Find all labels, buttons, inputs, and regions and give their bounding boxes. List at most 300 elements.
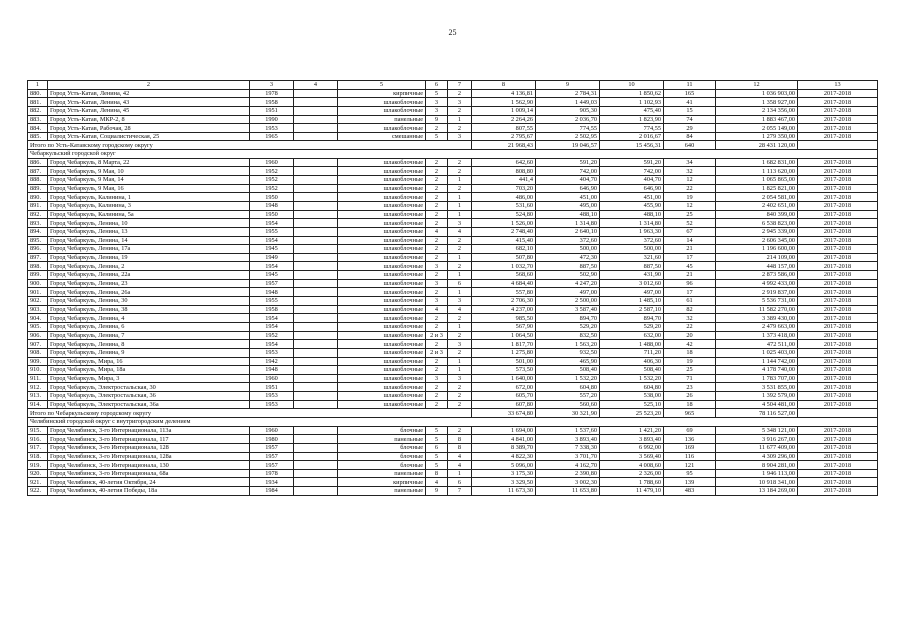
cell-repair-period: 2017-2018 <box>798 288 878 297</box>
cell-repair-period: 2017-2018 <box>798 452 878 461</box>
cell-repair-cost: 13 184 269,00 <box>716 487 798 496</box>
section-header-row <box>28 417 878 426</box>
column-number-3: 3 <box>250 81 294 90</box>
cell-wall-material: блочные <box>338 461 426 470</box>
table-row <box>28 262 878 271</box>
subtotal-residents: 640 <box>664 141 716 150</box>
cell-entrances: 2 <box>448 167 472 176</box>
cell-total-area: 1 275,80 <box>472 348 536 357</box>
cell-floors: 2 <box>426 158 448 167</box>
cell-row-number: 896. <box>28 245 48 254</box>
cell-entrances: 2 <box>448 392 472 401</box>
cell-address: Город Чебаркуль, Ленина, 30 <box>48 297 250 306</box>
cell-floors: 9 <box>426 115 448 124</box>
cell-year-commissioned <box>294 383 338 392</box>
cell-repair-period: 2017-2018 <box>798 478 878 487</box>
cell-total-area: 5 096,00 <box>472 461 536 470</box>
cell-entrances: 3 <box>448 132 472 141</box>
subtotal-total-area: 33 674,80 <box>472 409 536 418</box>
cell-wall-material: шлакоблочные <box>338 106 426 115</box>
cell-total-area: 1 817,70 <box>472 340 536 349</box>
cell-living-area: 2 390,80 <box>536 469 600 478</box>
table-row <box>28 253 878 262</box>
cell-repair-period: 2017-2018 <box>798 124 878 133</box>
table-row <box>28 201 878 210</box>
cell-residents: 139 <box>664 478 716 487</box>
cell-total-area: 605,70 <box>472 392 536 401</box>
cell-year-built: 1965 <box>250 132 294 141</box>
cell-repair-period: 2017-2018 <box>798 374 878 383</box>
cell-year-commissioned <box>294 245 338 254</box>
cell-address: Город Чебаркуль, Электростальская, 30 <box>48 383 250 392</box>
cell-row-number: 892. <box>28 210 48 219</box>
cell-residential-area: 632,00 <box>600 331 664 340</box>
cell-living-area: 502,90 <box>536 271 600 280</box>
cell-year-built: 1990 <box>250 115 294 124</box>
cell-year-built: 1980 <box>250 435 294 444</box>
cell-wall-material: шлакоблочные <box>338 158 426 167</box>
cell-living-area: 2 502,95 <box>536 132 600 141</box>
cell-repair-period: 2017-2018 <box>798 383 878 392</box>
cell-entrances: 1 <box>448 210 472 219</box>
cell-year-built: 1953 <box>250 400 294 409</box>
cell-floors: 4 <box>426 227 448 236</box>
cell-residents: 34 <box>664 158 716 167</box>
cell-residents: 96 <box>664 279 716 288</box>
cell-address: Город Усть-Катав, Ленина, 43 <box>48 98 250 107</box>
cell-year-commissioned <box>294 366 338 375</box>
cell-total-area: 4 822,30 <box>472 452 536 461</box>
cell-entrances: 2 <box>448 348 472 357</box>
cell-residents: 17 <box>664 288 716 297</box>
cell-year-built: 1955 <box>250 297 294 306</box>
cell-address: Город Чебаркуль, Ленина, 38 <box>48 305 250 314</box>
cell-year-built: 1953 <box>250 124 294 133</box>
cell-total-area: 985,50 <box>472 314 536 323</box>
table-row <box>28 184 878 193</box>
subtotal-living-area: 30 321,90 <box>536 409 600 418</box>
cell-year-built: 1954 <box>250 314 294 323</box>
cell-total-area: 672,00 <box>472 383 536 392</box>
cell-year-built: 1948 <box>250 201 294 210</box>
cell-residential-area: 1 850,62 <box>600 89 664 98</box>
cell-year-built: 1950 <box>250 193 294 202</box>
cell-year-commissioned <box>294 487 338 496</box>
cell-year-built: 1957 <box>250 279 294 288</box>
cell-total-area: 501,00 <box>472 357 536 366</box>
cell-address: Город Чебаркуль, Калинина, 5а <box>48 210 250 219</box>
cell-repair-cost: 1 946 113,00 <box>716 469 798 478</box>
cell-residents: 82 <box>664 305 716 314</box>
cell-wall-material: шлакоблочные <box>338 201 426 210</box>
cell-total-area: 4 237,00 <box>472 305 536 314</box>
cell-floors: 5 <box>426 132 448 141</box>
cell-living-area: 11 653,80 <box>536 487 600 496</box>
cell-residents: 32 <box>664 167 716 176</box>
cell-repair-period: 2017-2018 <box>798 236 878 245</box>
cell-total-area: 486,00 <box>472 193 536 202</box>
table-row <box>28 322 878 331</box>
cell-total-area: 607,80 <box>472 400 536 409</box>
table-row <box>28 392 878 401</box>
cell-total-area: 524,80 <box>472 210 536 219</box>
cell-residential-area: 1 102,93 <box>600 98 664 107</box>
cell-repair-period: 2017-2018 <box>798 322 878 331</box>
cell-entrances: 1 <box>448 366 472 375</box>
cell-living-area: 488,10 <box>536 210 600 219</box>
cell-total-area: 2 795,67 <box>472 132 536 141</box>
cell-address: Город Чебаркуль, Мира, 3 <box>48 374 250 383</box>
cell-year-built: 1954 <box>250 340 294 349</box>
cell-residential-area: 455,90 <box>600 201 664 210</box>
column-number-13: 13 <box>798 81 878 90</box>
cell-year-commissioned <box>294 314 338 323</box>
cell-entrances: 6 <box>448 279 472 288</box>
cell-living-area: 7 338,30 <box>536 443 600 452</box>
cell-repair-period: 2017-2018 <box>798 331 878 340</box>
subtotal-row <box>28 409 878 418</box>
cell-entrances: 2 <box>448 245 472 254</box>
cell-residential-area: 431,90 <box>600 271 664 280</box>
cell-total-area: 567,90 <box>472 322 536 331</box>
cell-floors: 8 <box>426 469 448 478</box>
cell-residential-area: 1 963,30 <box>600 227 664 236</box>
cell-living-area: 2 640,10 <box>536 227 600 236</box>
cell-address: Город Чебаркуль, 9 Мая, 10 <box>48 167 250 176</box>
cell-row-number: 913. <box>28 392 48 401</box>
cell-year-commissioned <box>294 167 338 176</box>
cell-address: Город Чебаркуль, Ленина, 6 <box>48 322 250 331</box>
table-row <box>28 288 878 297</box>
cell-year-built: 1945 <box>250 245 294 254</box>
cell-year-commissioned <box>294 400 338 409</box>
cell-row-number: 886. <box>28 158 48 167</box>
cell-residents: 95 <box>664 469 716 478</box>
cell-repair-cost: 1 279 350,00 <box>716 132 798 141</box>
cell-address: Город Усть-Катав, Ленина, 45 <box>48 106 250 115</box>
cell-repair-cost: 4 504 481,00 <box>716 400 798 409</box>
cell-year-built: 1958 <box>250 98 294 107</box>
column-number-8: 8 <box>472 81 536 90</box>
cell-row-number: 891. <box>28 201 48 210</box>
cell-floors: 2 <box>426 340 448 349</box>
cell-repair-cost: 3 389 430,00 <box>716 314 798 323</box>
cell-residential-area: 538,00 <box>600 392 664 401</box>
cell-residents: 12 <box>664 176 716 185</box>
table-row <box>28 279 878 288</box>
cell-repair-cost: 4 992 433,00 <box>716 279 798 288</box>
cell-living-area: 1 532,20 <box>536 374 600 383</box>
cell-total-area: 703,20 <box>472 184 536 193</box>
cell-row-number: 908. <box>28 348 48 357</box>
cell-wall-material: шлакоблочные <box>338 124 426 133</box>
cell-row-number: 914. <box>28 400 48 409</box>
cell-repair-cost: 1 825 821,00 <box>716 184 798 193</box>
cell-floors: 5 <box>426 426 448 435</box>
cell-residential-area: 529,20 <box>600 322 664 331</box>
cell-year-built: 1952 <box>250 184 294 193</box>
cell-year-built: 1957 <box>250 443 294 452</box>
cell-address: Город Усть-Катав, Ленина, 42 <box>48 89 250 98</box>
cell-repair-period: 2017-2018 <box>798 167 878 176</box>
cell-residents: 116 <box>664 452 716 461</box>
cell-floors: 3 <box>426 106 448 115</box>
table-row <box>28 469 878 478</box>
cell-living-area: 832,50 <box>536 331 600 340</box>
cell-residential-area: 525,10 <box>600 400 664 409</box>
table-row <box>28 443 878 452</box>
table-row <box>28 210 878 219</box>
subtotal-label: Итого по Усть-Катавскому городскому округу <box>28 141 472 150</box>
cell-entrances: 2 <box>448 124 472 133</box>
cell-year-commissioned <box>294 227 338 236</box>
cell-entrances: 1 <box>448 176 472 185</box>
cell-year-built: 1950 <box>250 210 294 219</box>
cell-repair-period: 2017-2018 <box>798 348 878 357</box>
cell-total-area: 573,50 <box>472 366 536 375</box>
subtotal-repair-period <box>798 409 878 418</box>
cell-residents: 483 <box>664 487 716 496</box>
cell-address: Город Челябинск, 3-го Интернационала, 68а <box>48 469 250 478</box>
cell-total-area: 415,40 <box>472 236 536 245</box>
cell-year-built: 1951 <box>250 383 294 392</box>
cell-repair-period: 2017-2018 <box>798 201 878 210</box>
cell-residents: 74 <box>664 115 716 124</box>
cell-row-number: 911. <box>28 374 48 383</box>
cell-floors: 2 <box>426 210 448 219</box>
table-row <box>28 340 878 349</box>
cell-repair-period: 2017-2018 <box>798 115 878 124</box>
cell-living-area: 465,90 <box>536 357 600 366</box>
cell-address: Город Челябинск, 40-летия Победы, 18а <box>48 487 250 496</box>
cell-residents: 169 <box>664 443 716 452</box>
cell-floors: 4 <box>426 478 448 487</box>
cell-row-number: 916. <box>28 435 48 444</box>
cell-year-built: 1949 <box>250 253 294 262</box>
cell-year-commissioned <box>294 98 338 107</box>
cell-living-area: 1 449,03 <box>536 98 600 107</box>
cell-repair-cost: 2 873 586,00 <box>716 271 798 280</box>
cell-address: Город Чебаркуль, Калинина, 1 <box>48 193 250 202</box>
cell-total-area: 642,60 <box>472 158 536 167</box>
cell-year-built: 1957 <box>250 461 294 470</box>
cell-wall-material: шлакоблочные <box>338 98 426 107</box>
cell-row-number: 888. <box>28 176 48 185</box>
cell-total-area: 4 684,40 <box>472 279 536 288</box>
cell-wall-material: шлакоблочные <box>338 262 426 271</box>
cell-year-built: 1978 <box>250 89 294 98</box>
cell-year-built: 1953 <box>250 348 294 357</box>
cell-entrances: 1 <box>448 115 472 124</box>
cell-repair-cost: 1 144 742,00 <box>716 357 798 366</box>
cell-repair-period: 2017-2018 <box>798 262 878 271</box>
cell-residential-area: 887,50 <box>600 262 664 271</box>
cell-address: Город Чебаркуль, Ленина, 14 <box>48 236 250 245</box>
cell-total-area: 682,10 <box>472 245 536 254</box>
cell-living-area: 500,00 <box>536 245 600 254</box>
table-row <box>28 314 878 323</box>
subtotal-repair-cost: 78 116 527,00 <box>716 409 798 418</box>
cell-residents: 19 <box>664 357 716 366</box>
table-row <box>28 426 878 435</box>
cell-year-commissioned <box>294 340 338 349</box>
cell-wall-material: кирпичные <box>338 478 426 487</box>
cell-year-commissioned <box>294 443 338 452</box>
cell-residential-area: 604,80 <box>600 383 664 392</box>
cell-total-area: 4 136,81 <box>472 89 536 98</box>
cell-entrances: 3 <box>448 219 472 228</box>
cell-entrances: 2 <box>448 426 472 435</box>
cell-total-area: 2 706,30 <box>472 297 536 306</box>
cell-residential-area: 1 314,80 <box>600 219 664 228</box>
cell-row-number: 889. <box>28 184 48 193</box>
cell-repair-cost: 5 536 731,00 <box>716 297 798 306</box>
cell-repair-period: 2017-2018 <box>798 176 878 185</box>
cell-row-number: 890. <box>28 193 48 202</box>
cell-floors: 2 <box>426 253 448 262</box>
cell-address: Город Чебаркуль, Ленина, 2 <box>48 262 250 271</box>
table-row <box>28 167 878 176</box>
cell-repair-period: 2017-2018 <box>798 469 878 478</box>
cell-total-area: 2 264,26 <box>472 115 536 124</box>
cell-residents: 25 <box>664 210 716 219</box>
cell-living-area: 451,00 <box>536 193 600 202</box>
cell-year-commissioned <box>294 392 338 401</box>
cell-address: Город Чебаркуль, Ленина, 23 <box>48 279 250 288</box>
column-number-11: 11 <box>664 81 716 90</box>
cell-year-commissioned <box>294 461 338 470</box>
cell-year-commissioned <box>294 331 338 340</box>
cell-total-area: 808,80 <box>472 167 536 176</box>
cell-repair-cost: 1 883 467,00 <box>716 115 798 124</box>
cell-residents: 41 <box>664 98 716 107</box>
cell-repair-period: 2017-2018 <box>798 184 878 193</box>
cell-living-area: 2 784,31 <box>536 89 600 98</box>
table-row <box>28 176 878 185</box>
cell-living-area: 591,20 <box>536 158 600 167</box>
cell-repair-cost: 4 309 296,00 <box>716 452 798 461</box>
cell-entrances: 1 <box>448 253 472 262</box>
cell-floors: 2 <box>426 366 448 375</box>
cell-address: Город Челябинск, 3-го Интернационала, 130 <box>48 461 250 470</box>
cell-repair-period: 2017-2018 <box>798 461 878 470</box>
cell-wall-material: шлакоблочные <box>338 193 426 202</box>
cell-row-number: 910. <box>28 366 48 375</box>
cell-repair-cost: 1 065 865,00 <box>716 176 798 185</box>
cell-repair-cost: 6 538 823,00 <box>716 219 798 228</box>
table-row <box>28 245 878 254</box>
cell-wall-material: смешанные <box>338 132 426 141</box>
section-title: Чебаркульский городской округ <box>28 150 878 159</box>
table-row <box>28 271 878 280</box>
cell-repair-cost: 472 511,00 <box>716 340 798 349</box>
cell-living-area: 508,40 <box>536 366 600 375</box>
column-number-9: 9 <box>536 81 600 90</box>
cell-repair-period: 2017-2018 <box>798 158 878 167</box>
cell-living-area: 4 162,70 <box>536 461 600 470</box>
section-header-row <box>28 150 878 159</box>
cell-wall-material: шлакоблочные <box>338 400 426 409</box>
cell-repair-period: 2017-2018 <box>798 297 878 306</box>
cell-repair-cost: 11 582 270,00 <box>716 305 798 314</box>
cell-residential-area: 508,40 <box>600 366 664 375</box>
cell-address: Город Чебаркуль, Ленина, 17а <box>48 245 250 254</box>
cell-residents: 19 <box>664 193 716 202</box>
cell-year-commissioned <box>294 253 338 262</box>
table-body <box>28 89 878 495</box>
cell-year-built: 1960 <box>250 374 294 383</box>
cell-wall-material: шлакоблочные <box>338 210 426 219</box>
table-row <box>28 452 878 461</box>
cell-floors: 2 <box>426 383 448 392</box>
column-number-6: 6 <box>426 81 448 90</box>
cell-year-commissioned <box>294 305 338 314</box>
cell-entrances: 2 <box>448 400 472 409</box>
cell-floors: 5 <box>426 89 448 98</box>
cell-repair-cost: 3 916 267,00 <box>716 435 798 444</box>
cell-entrances: 1 <box>448 357 472 366</box>
cell-entrances: 2 <box>448 236 472 245</box>
table-row <box>28 400 878 409</box>
cell-row-number: 905. <box>28 322 48 331</box>
cell-floors: 2 и 3 <box>426 331 448 340</box>
cell-year-commissioned <box>294 124 338 133</box>
cell-year-built: 1955 <box>250 227 294 236</box>
cell-total-area: 4 841,00 <box>472 435 536 444</box>
cell-residents: 22 <box>664 322 716 331</box>
cell-wall-material: блочные <box>338 443 426 452</box>
cell-wall-material: панельные <box>338 435 426 444</box>
cell-year-commissioned <box>294 201 338 210</box>
table-row <box>28 374 878 383</box>
cell-year-built: 1954 <box>250 219 294 228</box>
cell-residential-area: 321,60 <box>600 253 664 262</box>
cell-total-area: 1 009,14 <box>472 106 536 115</box>
cell-floors: 2 <box>426 236 448 245</box>
subtotal-living-area: 19 046,57 <box>536 141 600 150</box>
cell-repair-cost: 2 606 345,00 <box>716 236 798 245</box>
cell-address: Город Чебаркуль, Ленина, 19 <box>48 253 250 262</box>
cell-floors: 2 <box>426 124 448 133</box>
table-row <box>28 348 878 357</box>
cell-floors: 4 <box>426 305 448 314</box>
cell-residential-area: 451,00 <box>600 193 664 202</box>
cell-residential-area: 591,20 <box>600 158 664 167</box>
cell-address: Город Чебаркуль, Ленина, 7 <box>48 331 250 340</box>
cell-row-number: 909. <box>28 357 48 366</box>
cell-residents: 15 <box>664 106 716 115</box>
cell-total-area: 1 640,00 <box>472 374 536 383</box>
cell-row-number: 917. <box>28 443 48 452</box>
cell-repair-cost: 1 682 831,00 <box>716 158 798 167</box>
cell-living-area: 560,60 <box>536 400 600 409</box>
cell-row-number: 895. <box>28 236 48 245</box>
table-row <box>28 487 878 496</box>
cell-living-area: 646,90 <box>536 184 600 193</box>
cell-row-number: 922. <box>28 487 48 496</box>
cell-living-area: 3 893,40 <box>536 435 600 444</box>
cell-year-built: 1954 <box>250 322 294 331</box>
cell-entrances: 4 <box>448 227 472 236</box>
cell-living-area: 887,50 <box>536 262 600 271</box>
cell-repair-cost: 10 918 341,00 <box>716 478 798 487</box>
cell-wall-material: шлакоблочные <box>338 392 426 401</box>
cell-row-number: 918. <box>28 452 48 461</box>
cell-year-commissioned <box>294 435 338 444</box>
column-number-2: 2 <box>48 81 250 90</box>
cell-address: Город Челябинск, 3-го Интернационала, 117 <box>48 435 250 444</box>
cell-residential-area: 500,00 <box>600 245 664 254</box>
